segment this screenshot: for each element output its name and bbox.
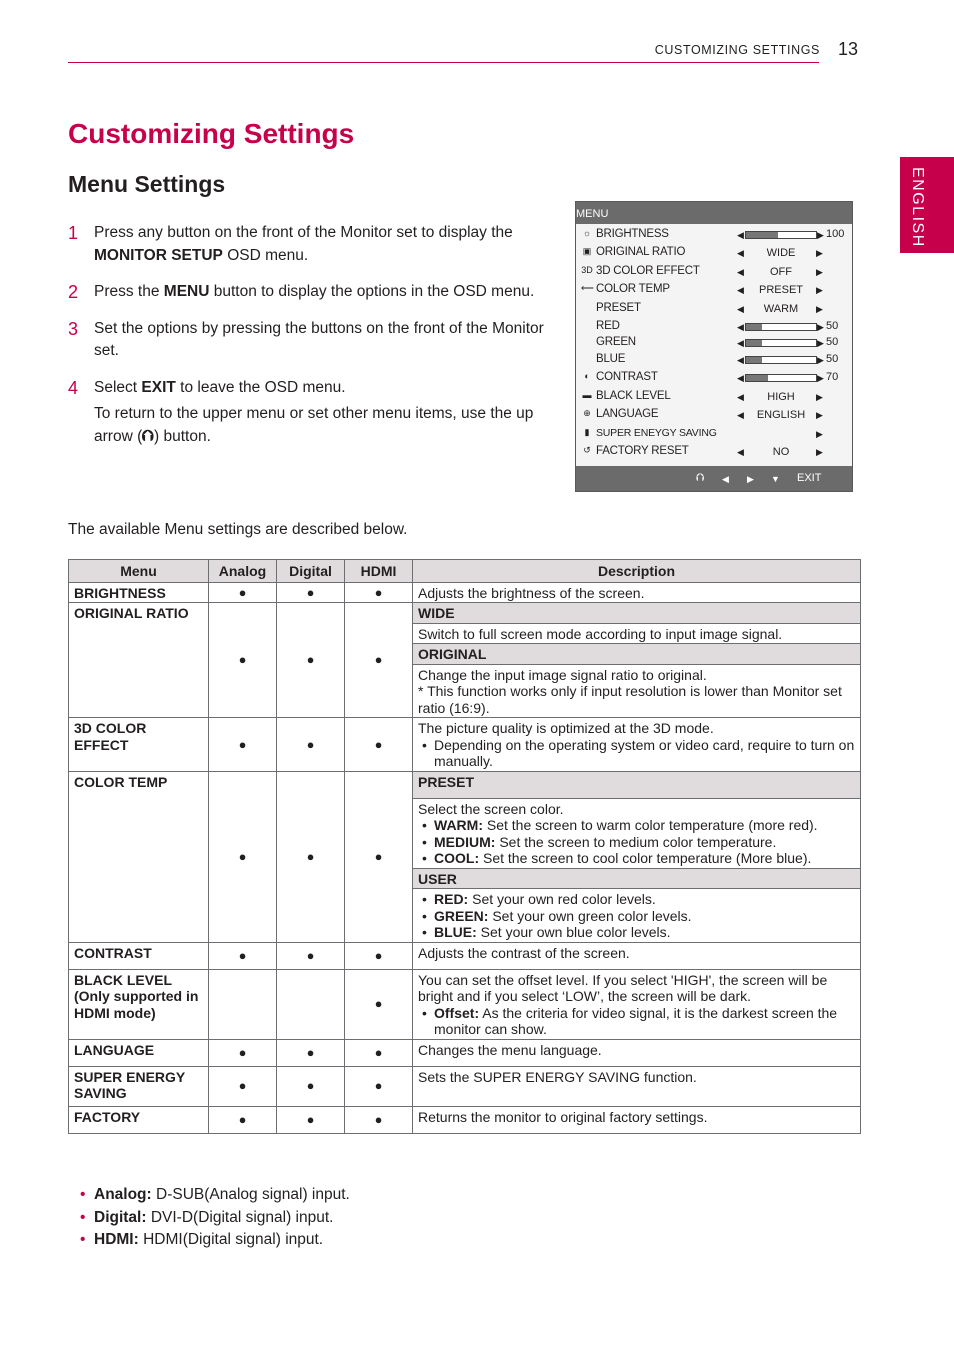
table-row: [69, 771, 861, 798]
osd-right-arrow-icon: ▶: [816, 248, 823, 258]
osd-down-icon: ▼: [771, 474, 780, 484]
description-line: Change the input image signal ratio to original.: [418, 666, 707, 683]
osd-menu-illustration: [575, 201, 853, 492]
bullet-term: MEDIUM:: [434, 833, 496, 850]
description: [413, 664, 861, 718]
step-item: [68, 318, 558, 363]
step-item: [68, 281, 558, 304]
description: Adjusts the contrast of the screen.: [413, 942, 861, 969]
bullet-text: Set the screen to cool color temperature (More blue).: [479, 850, 812, 866]
osd-level-fill: [746, 340, 762, 346]
description-line: The picture quality is optimized at the 3D mode.: [418, 720, 714, 736]
support-dot: ●: [277, 1039, 345, 1066]
legend-item: [80, 1207, 350, 1230]
osd-row-icon: ↺: [583, 445, 591, 455]
osd-row-icon: ⊕: [583, 408, 591, 418]
page-title: Customizing Settings: [68, 118, 355, 149]
step-item: [68, 377, 558, 449]
description: Switch to full screen mode according to input image signal.: [413, 623, 861, 644]
subheading: ORIGINAL: [413, 644, 861, 665]
osd-left-arrow-icon: ◀: [737, 447, 744, 457]
osd-row-icon: ☼: [582, 228, 592, 238]
step-text: to leave the OSD menu.: [175, 378, 346, 396]
osd-row-label: COLOR TEMP: [596, 283, 670, 295]
support-dot: ●: [277, 582, 345, 603]
col-header: Analog: [209, 560, 277, 583]
table-header-row: [69, 560, 861, 583]
bullet-text: Set the screen to medium color temperature.: [495, 833, 777, 850]
osd-right-arrow-icon: ▶: [816, 304, 823, 314]
menu-name: BRIGHTNESS: [69, 582, 209, 603]
support-dot: ●: [277, 718, 345, 772]
osd-row-value: HIGH: [767, 391, 795, 403]
page-number: 13: [838, 39, 859, 59]
menu-settings-table: [68, 559, 861, 1134]
step-text: OSD menu.: [222, 246, 309, 264]
support-dot: ●: [209, 1066, 277, 1106]
legend-term: Digital:: [94, 1208, 147, 1226]
section-title: Menu Settings: [68, 171, 226, 197]
description: Changes the menu language.: [413, 1039, 861, 1066]
step-number: 2: [68, 282, 79, 302]
step-note-text: To return to the upper menu or set other menu items, use the up arrow (: [94, 405, 534, 445]
osd-row: [576, 228, 852, 246]
osd-row-value: WIDE: [766, 247, 796, 259]
osd-left-arrow-icon: ◀: [737, 392, 744, 402]
osd-row-label: 3D COLOR EFFECT: [596, 265, 700, 277]
description: [413, 798, 861, 868]
support-dot: ●: [345, 603, 413, 718]
table-row: [69, 603, 861, 624]
osd-left-arrow-icon: ◀: [737, 248, 744, 258]
osd-level-bar: [745, 356, 817, 364]
table-row: [69, 1106, 861, 1133]
description-bullet: • Depending on the operating system or video card, require to turn on manually.: [418, 737, 855, 770]
osd-right-arrow-icon: ▶: [817, 322, 824, 332]
osd-level-value: 50: [826, 320, 839, 332]
osd-right-arrow-icon: ▶: [816, 267, 823, 277]
osd-left-arrow-icon: ◀: [737, 267, 744, 277]
support-dot-empty: [277, 969, 345, 1039]
menu-name: LANGUAGE: [69, 1039, 209, 1066]
menu-name: COLOR TEMP: [69, 771, 209, 942]
support-dot: ●: [209, 771, 277, 942]
osd-right-arrow-icon: ▶: [816, 285, 823, 295]
osd-row-icon: ▮: [584, 427, 590, 437]
bullet-text: Set your own blue color levels.: [476, 924, 671, 940]
description-bullet: [418, 850, 855, 867]
osd-row-value: ENGLISH: [756, 409, 806, 421]
osd-left-arrow-icon: ◀: [737, 285, 744, 295]
support-dot: ●: [209, 603, 277, 718]
steps-list: [68, 222, 558, 462]
step-text: button to display the options in the OSD menu.: [209, 283, 535, 300]
osd-row: [576, 283, 852, 301]
support-dot: ●: [209, 718, 277, 772]
step-text: Press any button on the front of the Monitor set to display the: [94, 224, 513, 241]
col-header: HDMI: [345, 560, 413, 583]
osd-row-label: GREEN: [596, 336, 636, 348]
osd-row: [576, 353, 852, 371]
support-dot: ●: [345, 1039, 413, 1066]
osd-row-value: WARM: [763, 303, 799, 315]
osd-row-label: ORIGINAL RATIO: [596, 246, 686, 258]
subheading: USER: [413, 868, 861, 889]
osd-row-icon: 3D: [581, 265, 593, 275]
legend-text: D-SUB(Analog signal) input.: [151, 1186, 350, 1203]
legend-text: HDMI(Digital signal) input.: [138, 1231, 324, 1248]
osd-row-value: NO: [772, 446, 790, 458]
language-side-tab: [900, 157, 954, 253]
osd-row-icon: ▣: [582, 246, 592, 256]
step-item: [68, 222, 558, 267]
support-dot: ●: [345, 718, 413, 772]
osd-row-label: FACTORY RESET: [596, 445, 689, 457]
bullet-text: As the criteria for video signal, it is the darkest screen the monitor can show.: [434, 1004, 838, 1037]
osd-left-arrow-icon: ◀: [737, 304, 744, 314]
step-bold: MONITOR SETUP: [94, 246, 223, 264]
bullet-term: Offset:: [434, 1004, 480, 1021]
osd-level-fill: [746, 324, 762, 330]
step-note: [94, 403, 558, 448]
menu-name: BLACK LEVEL (Only supported in HDMI mode): [69, 969, 209, 1039]
step-number: 1: [68, 223, 79, 243]
osd-right-arrow-icon: ▶: [817, 338, 824, 348]
header-rule: [68, 62, 819, 63]
osd-right-arrow-icon: ▶: [817, 355, 824, 365]
osd-left-arrow-icon: ◀: [737, 338, 744, 348]
bullet-term: GREEN:: [434, 907, 489, 924]
menu-name: SUPER ENERGY SAVING: [69, 1066, 209, 1106]
support-dot: ●: [345, 969, 413, 1039]
description: Sets the SUPER ENERGY SAVING function.: [413, 1066, 861, 1106]
support-dot: ●: [345, 1066, 413, 1106]
description: [413, 889, 861, 943]
language-tab-label: ENGLISH: [909, 167, 926, 248]
bullet-term: BLUE:: [434, 924, 477, 940]
osd-row-label: BLUE: [596, 353, 626, 365]
osd-level-value: 70: [826, 371, 839, 383]
table-row: [69, 1066, 861, 1106]
support-dot: ●: [277, 1066, 345, 1106]
osd-row: [576, 427, 852, 445]
osd-level-fill: [746, 232, 778, 238]
bullet-term: RED:: [434, 891, 469, 907]
osd-row: [576, 265, 852, 283]
bullet-text: Set the screen to warm color temperature (more red).: [483, 817, 818, 833]
support-dot: ●: [209, 942, 277, 969]
support-dot: ●: [345, 582, 413, 603]
description: Adjusts the brightness of the screen.: [413, 582, 861, 603]
support-dot: ●: [345, 771, 413, 942]
osd-row-label: RED: [596, 320, 620, 332]
bullet-text: Set your own green color levels.: [488, 907, 692, 924]
osd-level-fill: [746, 357, 762, 363]
osd-level-bar: [745, 339, 817, 347]
osd-title-bar: [576, 202, 852, 224]
osd-row: [576, 302, 852, 320]
support-dot: ●: [345, 942, 413, 969]
step-text: Set the options by pressing the buttons on the front of the Monitor set.: [94, 319, 544, 359]
subheading: WIDE: [413, 603, 861, 624]
intro-text: The available Menu settings are described below.: [68, 521, 408, 538]
menu-name: 3D COLOR EFFECT: [69, 718, 209, 772]
bullet-term: COOL:: [434, 850, 480, 866]
osd-row: [576, 390, 852, 408]
up-arrow-icon: ⮉: [142, 427, 155, 445]
step-number: 4: [68, 377, 79, 398]
step-text: Select: [94, 378, 142, 396]
osd-row-value: OFF: [770, 266, 792, 278]
osd-right-arrow-icon: ▶: [816, 429, 823, 439]
osd-row: [576, 445, 852, 463]
osd-row-label: CONTRAST: [596, 371, 658, 383]
osd-left-arrow-icon: ◀: [737, 230, 744, 240]
step-bold: EXIT: [141, 378, 176, 396]
osd-title: MENU: [576, 208, 609, 220]
description-line: You can set the offset level. If you select 'HIGH', the screen will be bright and if you select ‘LOW’, the screen will be dark.: [418, 971, 828, 1004]
table-row: [69, 1039, 861, 1066]
description: [413, 718, 861, 772]
step-number: 3: [68, 318, 79, 339]
description-line: Select the screen color.: [418, 800, 564, 817]
subheading: PRESET: [413, 771, 861, 798]
description-bullet: [418, 891, 855, 908]
step-text: Press the: [94, 283, 164, 300]
col-header: Digital: [277, 560, 345, 583]
input-legend: [80, 1184, 350, 1252]
osd-right-arrow-icon: ▶: [816, 392, 823, 402]
menu-name: ORIGINAL RATIO: [69, 603, 209, 718]
osd-left-arrow-icon: ◀: [737, 322, 744, 332]
legend-term: HDMI:: [94, 1231, 139, 1248]
osd-left-icon: ◀: [722, 474, 729, 484]
step-bold: MENU: [163, 283, 210, 300]
osd-row-label: BRIGHTNESS: [596, 228, 669, 240]
osd-row-label: LANGUAGE: [596, 408, 659, 420]
osd-row-icon: ▬: [582, 390, 592, 400]
osd-level-value: 50: [826, 336, 839, 348]
description: [413, 969, 861, 1039]
osd-left-arrow-icon: ◀: [737, 410, 744, 420]
osd-rows: [576, 224, 852, 467]
support-dot-empty: [209, 969, 277, 1039]
osd-level-bar: [745, 231, 817, 239]
osd-row-icon: ◐: [584, 371, 590, 381]
menu-name: CONTRAST: [69, 942, 209, 969]
table-row: [69, 582, 861, 603]
osd-exit-label: EXIT: [797, 472, 822, 484]
osd-level-bar: [745, 323, 817, 331]
support-dot: ●: [277, 771, 345, 942]
osd-row: [576, 336, 852, 354]
osd-left-arrow-icon: ◀: [737, 355, 744, 365]
osd-row-icon: ⟵: [581, 283, 594, 293]
description-bullet: [418, 817, 855, 834]
osd-row-label: BLACK LEVEL: [596, 390, 671, 402]
osd-up-icon: ⮉: [696, 472, 705, 484]
description: Returns the monitor to original factory settings.: [413, 1106, 861, 1133]
col-header: Menu: [69, 560, 209, 583]
running-header: CUSTOMIZING SETTINGS: [654, 43, 820, 57]
support-dot: ●: [277, 942, 345, 969]
bullet-text: Set your own red color levels.: [468, 891, 656, 907]
osd-level-bar: [745, 374, 817, 382]
osd-right-arrow-icon: ▶: [816, 410, 823, 420]
description-note: * This function works only if input resolution is lower than Monitor set ratio (16:9).: [418, 683, 842, 716]
table-row: [69, 718, 861, 772]
osd-level-fill: [746, 375, 768, 381]
legend-term: Analog:: [94, 1186, 152, 1203]
menu-name: FACTORY: [69, 1106, 209, 1133]
support-dot: ●: [209, 1039, 277, 1066]
osd-right-arrow-icon: ▶: [817, 230, 824, 240]
osd-level-value: 100: [826, 228, 845, 240]
support-dot: ●: [277, 603, 345, 718]
table-row: [69, 942, 861, 969]
step-note-text: ) button.: [154, 427, 211, 445]
legend-text: DVI-D(Digital signal) input.: [146, 1208, 334, 1226]
col-header: Description: [413, 560, 861, 583]
legend-item: [80, 1229, 350, 1252]
osd-left-arrow-icon: ◀: [737, 373, 744, 383]
description-bullet: [418, 908, 855, 925]
support-dot: ●: [209, 1106, 277, 1133]
osd-button-bar: [576, 466, 852, 491]
description-bullet: [418, 834, 855, 851]
description-bullet: [418, 1005, 855, 1038]
legend-item: [80, 1184, 350, 1207]
osd-row: [576, 246, 852, 264]
bullet-term: WARM:: [434, 817, 483, 833]
osd-row: [576, 371, 852, 389]
table-row: [69, 969, 861, 1039]
support-dot: ●: [345, 1106, 413, 1133]
osd-row-value: PRESET: [758, 284, 803, 296]
osd-row-label: SUPER ENEYGY SAVING: [596, 427, 717, 439]
osd-level-value: 50: [826, 353, 839, 365]
osd-right-arrow-icon: ▶: [816, 447, 823, 457]
description-bullet: [418, 924, 855, 941]
osd-row-label: PRESET: [596, 302, 641, 314]
osd-row: [576, 408, 852, 426]
support-dot: ●: [277, 1106, 345, 1133]
osd-right-icon: ▶: [747, 474, 754, 484]
osd-right-arrow-icon: ▶: [817, 373, 824, 383]
support-dot: ●: [209, 582, 277, 603]
